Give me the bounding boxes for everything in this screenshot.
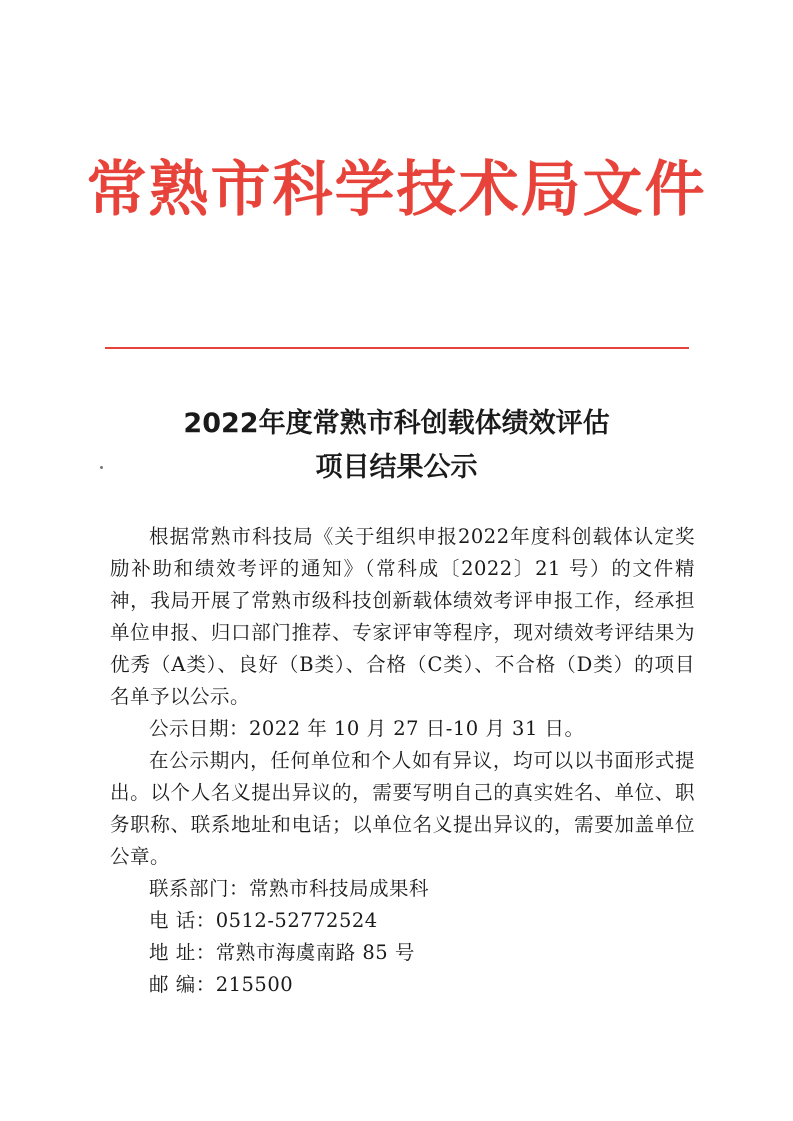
- contact-address-label: 地 址：: [149, 941, 216, 964]
- document-title-line-1: 2022年度常熟市科创载体绩效评估: [183, 408, 610, 439]
- document-header-title: 常熟市科学技术局文件: [86, 155, 707, 225]
- contact-phone-value: 0512-52772524: [215, 909, 378, 932]
- contact-department-value: 常熟市科技局成果科: [249, 877, 430, 900]
- contact-postcode: [110, 969, 695, 1001]
- document-body: [110, 521, 695, 1001]
- contact-postcode-label: 邮 编：: [149, 973, 216, 996]
- body-paragraph-intro: 根据常熟市科技局《关于组织申报2022年度科创载体认定奖励补助和绩效考评的通知》（常科成〔2022〕21 号）的文件精神，我局开展了常熟市级科技创新载体绩效考评申报工作，经承担单位申报、归口部门推荐、专家评审等程序，现对绩效考评结果为优秀（A类）、良好（B类）、合格（C类）、不合格（D类）的项目名单予以公示。: [110, 525, 695, 708]
- body-paragraph-objections: 在公示期内，任何单位和个人如有异议，均可以以书面形式提出。以个人名义提出异议的，需要写明自己的真实姓名、单位、职务职称、联系地址和电话；以单位名义提出异议的，需要加盖单位公章。: [110, 749, 695, 868]
- body-paragraph-dates: 公示日期：2022 年 10 月 27 日-10 月 31 日。: [149, 717, 585, 740]
- contact-phone-label: 电 话：: [149, 909, 216, 932]
- contact-address: [110, 937, 695, 969]
- contact-postcode-value: 215500: [215, 973, 294, 996]
- contact-department-label: 联系部门：: [149, 877, 250, 900]
- contact-address-value: 常熟市海虞南路 85 号: [215, 941, 415, 964]
- header-divider: [105, 347, 689, 349]
- contact-phone: [110, 905, 695, 937]
- contact-department: [110, 873, 695, 905]
- document-title-line-2: 项目结果公示: [315, 452, 478, 483]
